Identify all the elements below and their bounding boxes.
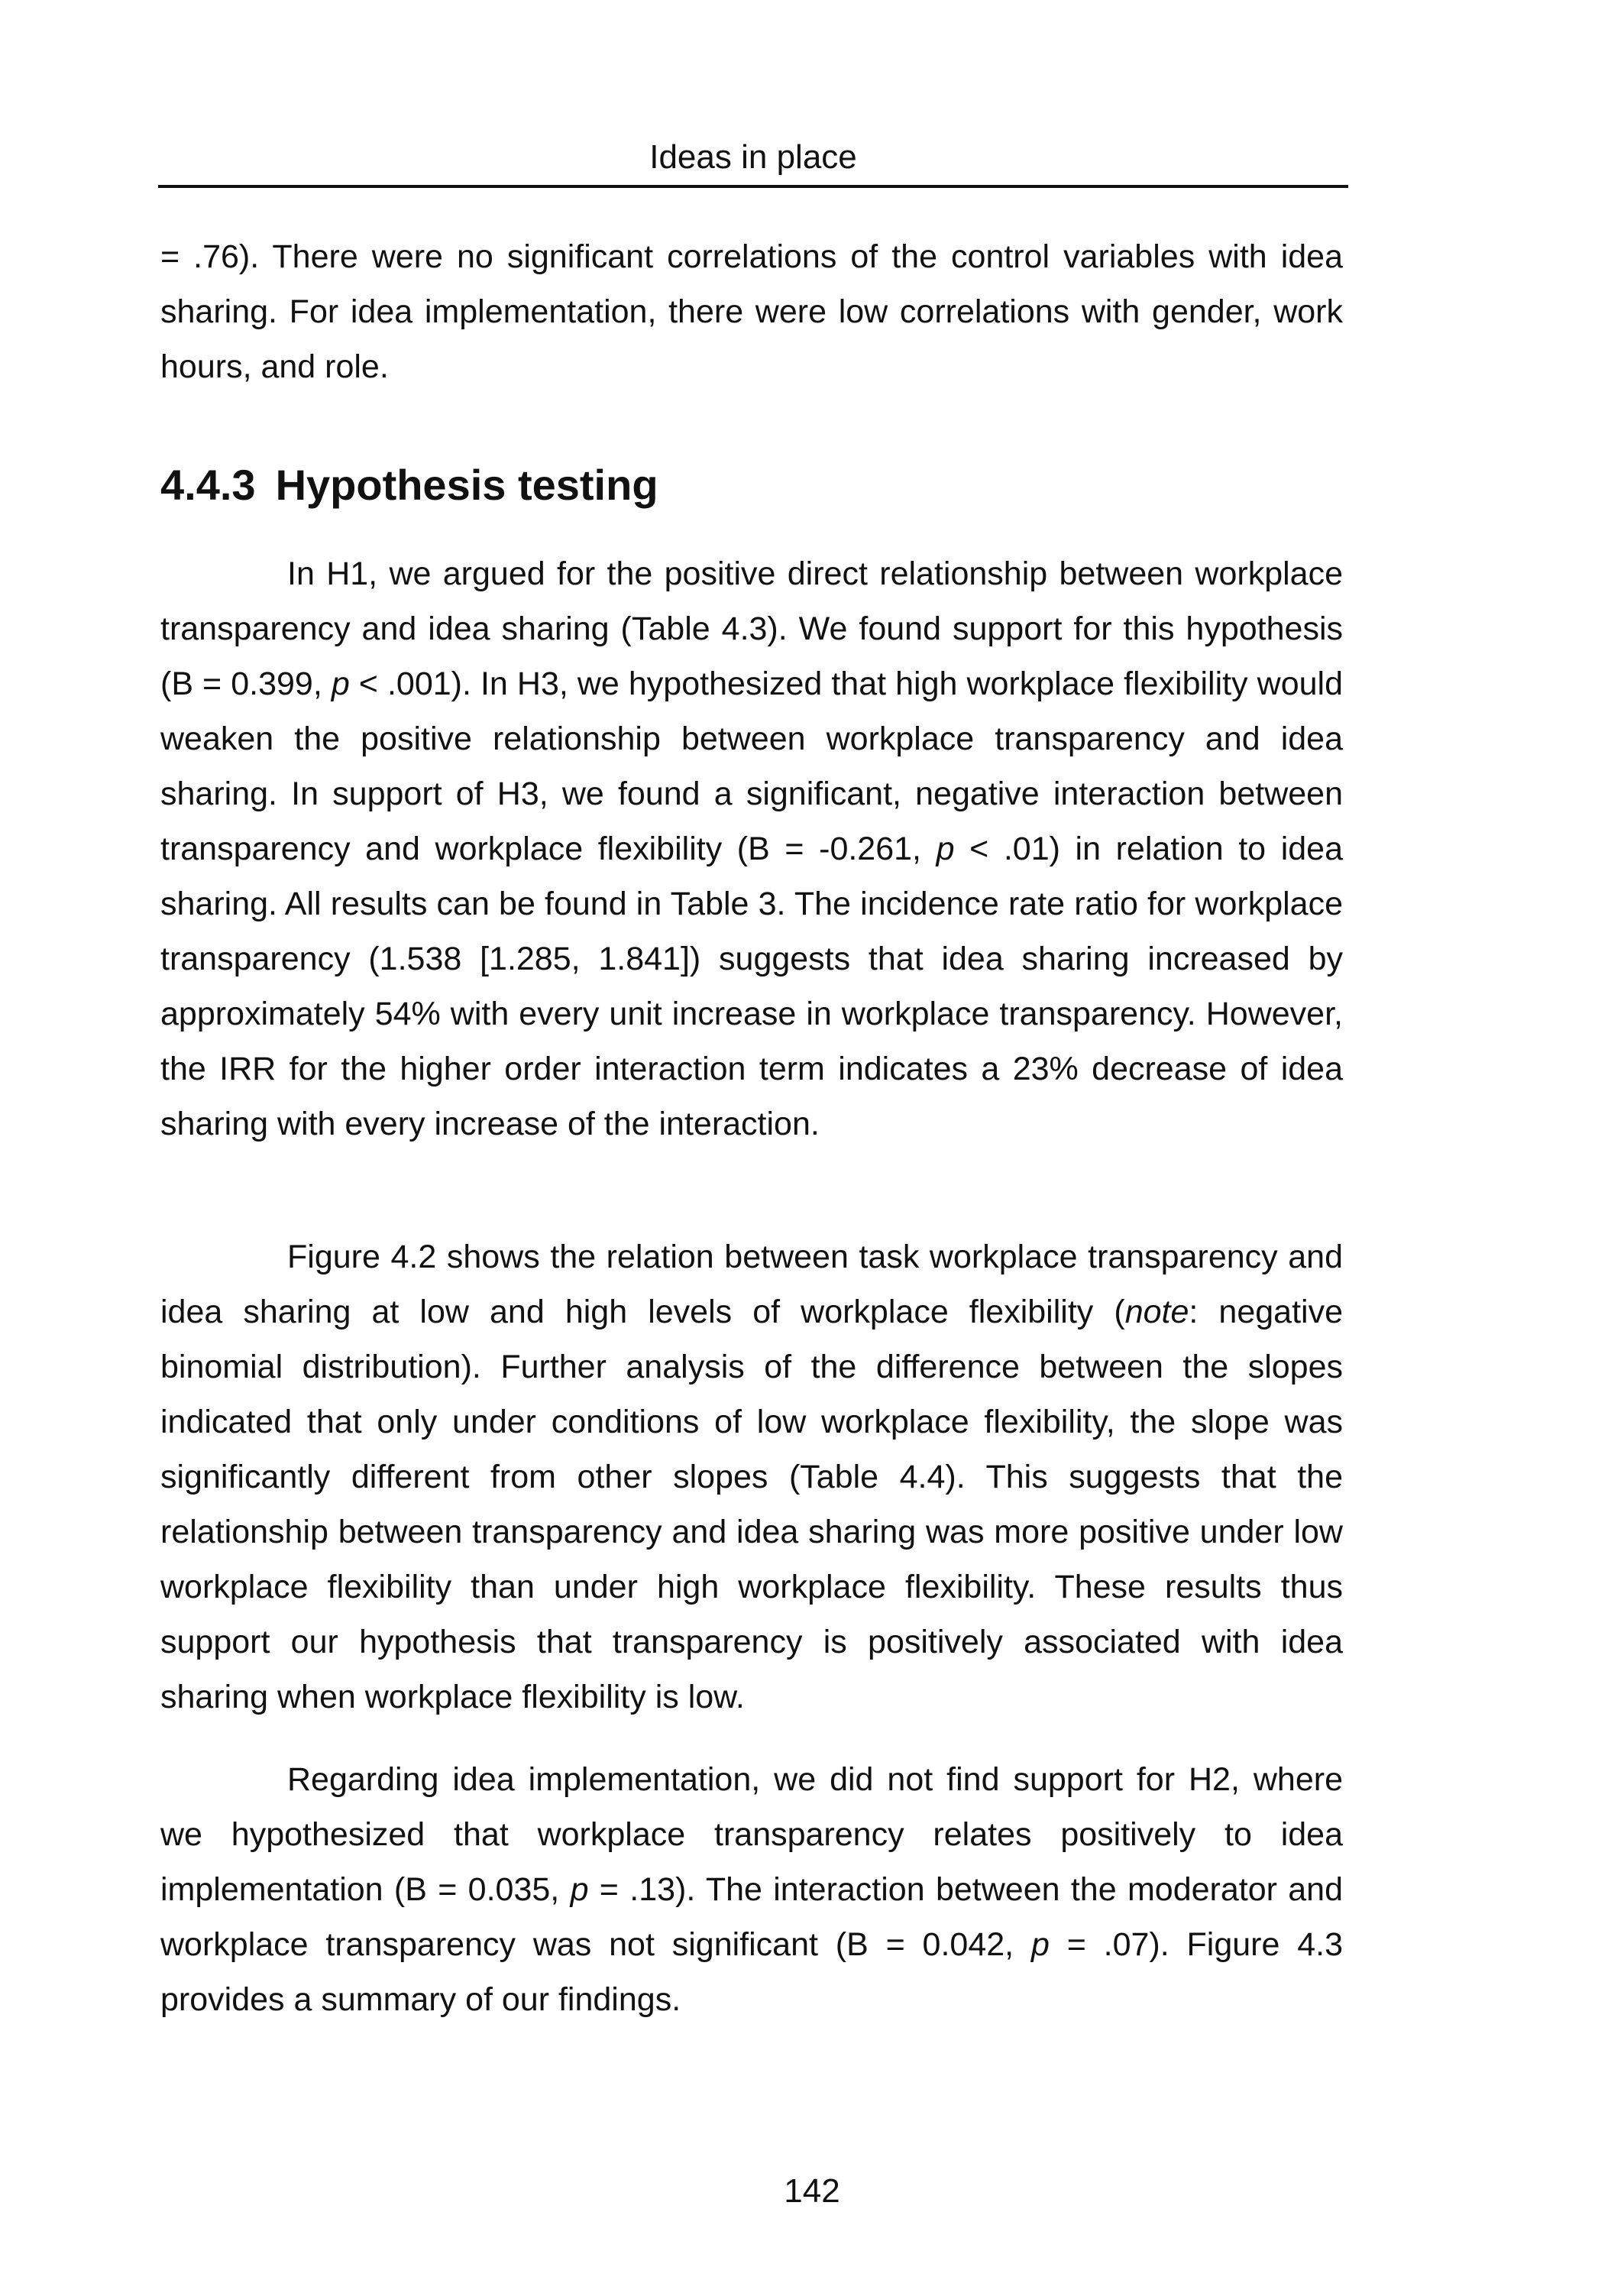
italic-p: p xyxy=(936,831,955,867)
italic-p: p xyxy=(1030,1926,1050,1963)
paragraph-text xyxy=(160,546,1343,1151)
italic-p: p xyxy=(331,666,350,702)
text-run: < .01) in relation to idea sharing. All results can be found in Table 3. The incidence rate ratio for workplace transparency (1.538 [1.285, 1.841]) suggests that idea sharing increased by approximately 54% with every unit increase in workplace transparency. However, the IRR for the higher order interaction term indicates a 23% decrease of idea sharing with every increase of the interaction. xyxy=(160,831,1343,1142)
paragraph-text xyxy=(160,1752,1343,2027)
paragraph-idea-implementation xyxy=(160,1752,1343,2027)
section-title: Hypothesis testing xyxy=(275,461,658,509)
page-number: 142 xyxy=(784,2172,840,2210)
section-number: 4.4.3 xyxy=(160,461,256,509)
paragraph-figure-4-2 xyxy=(160,1229,1343,1725)
intro-paragraph: = .76). There were no significant correlations of the control variables with idea sharing. For idea implementation, there were low correlations with gender, work hours, and role. xyxy=(160,238,1343,385)
text-run: Figure 4.2 shows the relation between task workplace transparency and idea sharing at low and high levels of workplace flexibility ( xyxy=(160,1239,1343,1330)
text-run: = .07). Figure 4.3 provides a summary of our findings. xyxy=(160,1926,1343,2018)
intro-paragraph-block xyxy=(160,229,1343,394)
text-run: Regarding idea implementation, we did not find support for H2, where we hypothesized that workplace transparency relates positively to idea implementation (B = 0.035, xyxy=(160,1761,1343,1908)
section-heading xyxy=(160,455,658,516)
text-run: In H1, we argued for the positive direct relationship between workplace transparency and idea sharing (Table 4.3). We found support for this hypothesis (B = 0.399, xyxy=(160,555,1343,702)
italic-p: p xyxy=(570,1871,589,1908)
paragraph-text xyxy=(160,1229,1343,1725)
italic-note: note xyxy=(1124,1294,1189,1330)
text-run: : negative binomial distribution). Further analysis of the difference between the slopes indicated that only under conditions of low workplace flexibility, the slope was significantly different from other slopes (Table 4.4). This suggests that the relationship between transparency and idea sharing was more positive under low workplace flexibility than under high workplace flexibility. These results thus support our hypothesis that transparency is positively associated with idea sharing when workplace flexibility is low. xyxy=(160,1294,1343,1715)
header-rule xyxy=(158,185,1348,188)
paragraph-h1-h3 xyxy=(160,546,1343,1151)
text-run: = .13). The interaction between the moderator and workplace transparency was not significant (B = 0.042, xyxy=(160,1871,1344,1963)
running-header-title: Ideas in place xyxy=(649,138,857,176)
text-run: < .001). In H3, we hypothesized that high workplace flexibility would weaken the positive relationship between workplace transparency and idea sharing. In support of H3, we found a significant, negative interaction between transparency and workplace flexibility (B = -0.261, xyxy=(160,666,1343,867)
